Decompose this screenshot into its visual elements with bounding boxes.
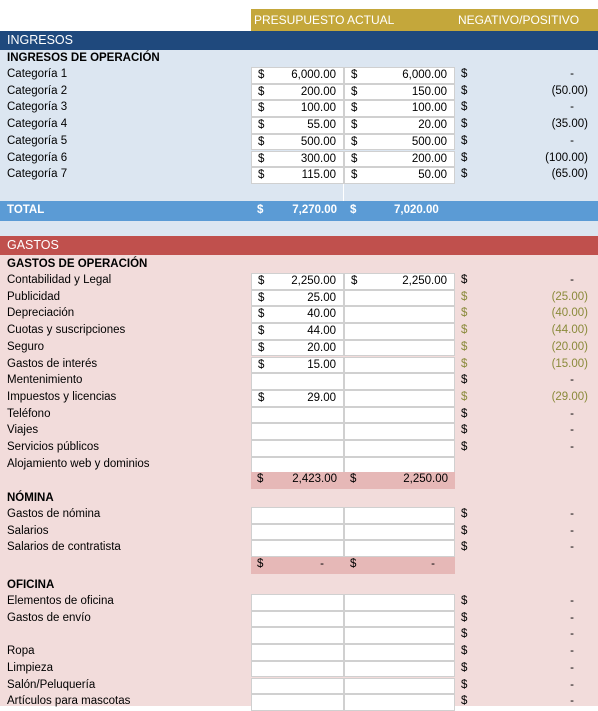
table-row: [0, 644, 598, 661]
total-row: [0, 201, 598, 221]
income-spacer-row: [0, 184, 598, 201]
actual-cell[interactable]: [344, 611, 455, 628]
office-group-title: OFICINA: [7, 579, 55, 591]
row-label: Salarios: [7, 524, 49, 537]
diff-cell[interactable]: [455, 167, 598, 184]
budget-cell[interactable]: [251, 524, 344, 541]
diff-cell[interactable]: [455, 594, 598, 611]
currency-symbol: $: [461, 407, 468, 420]
currency-symbol: $: [350, 204, 357, 216]
table-row: [0, 678, 598, 695]
currency-symbol: $: [461, 661, 468, 674]
operation-group-row: [0, 256, 598, 273]
diff-cell[interactable]: [455, 134, 598, 151]
currency-symbol: $: [350, 558, 357, 570]
table-row: [0, 67, 598, 84]
table-row: [0, 323, 598, 340]
subtotal-actual-value: 2,250.00: [403, 473, 448, 485]
actual-cell[interactable]: [344, 540, 455, 557]
diff-cell[interactable]: [455, 644, 598, 661]
budget-cell[interactable]: [251, 611, 344, 628]
actual-value: 100.00: [411, 102, 447, 115]
actual-cell[interactable]: [344, 151, 455, 168]
currency-symbol: $: [461, 118, 468, 131]
budget-cell[interactable]: [251, 644, 344, 661]
header-budget: PRESUPUESTO: [254, 13, 345, 27]
budget-value: 300.00: [300, 152, 336, 165]
currency-symbol: $: [461, 84, 468, 97]
currency-symbol: $: [258, 341, 265, 354]
actual-cell[interactable]: [344, 694, 455, 711]
row-label: Gastos de envío: [7, 611, 91, 624]
currency-symbol: $: [461, 524, 468, 537]
budget-cell[interactable]: [251, 507, 344, 524]
row-label: Salón/Peluquería: [7, 678, 96, 691]
payroll-subtotal-budget[interactable]: [251, 557, 344, 574]
diff-cell[interactable]: [455, 117, 598, 134]
actual-cell[interactable]: [344, 167, 455, 184]
row-label: Categoría 5: [7, 134, 68, 147]
row-label: Cuotas y suscripciones: [7, 324, 126, 337]
table-row: [0, 594, 598, 611]
currency-symbol: $: [461, 151, 468, 164]
diff-value: -: [570, 508, 574, 520]
diff-value: (29.00): [551, 390, 588, 403]
currency-symbol: $: [351, 169, 358, 182]
budget-value: 25.00: [307, 291, 336, 304]
diff-value: -: [570, 645, 574, 658]
budget-cell[interactable]: [251, 373, 344, 390]
currency-symbol: $: [351, 85, 358, 98]
operation-group-title: GASTOS DE OPERACIÓN: [7, 258, 148, 270]
diff-value: -: [570, 424, 574, 437]
budget-cell[interactable]: [251, 100, 344, 117]
diff-cell[interactable]: [455, 423, 598, 440]
currency-symbol: $: [461, 628, 468, 641]
budget-value: 55.00: [307, 119, 336, 132]
budget-value: 29.00: [307, 391, 336, 404]
row-label: Contabilidad y Legal: [7, 274, 112, 286]
currency-symbol: $: [258, 102, 265, 115]
currency-symbol: $: [461, 441, 468, 453]
actual-cell[interactable]: [344, 524, 455, 541]
budget-value: 100.00: [300, 102, 336, 115]
diff-value: -: [570, 441, 574, 453]
total-budget-cell[interactable]: [251, 201, 344, 221]
budget-value: 2,250.00: [291, 275, 336, 287]
budget-cell[interactable]: [251, 67, 344, 84]
actual-cell[interactable]: [344, 423, 455, 440]
actual-cell[interactable]: [344, 67, 455, 84]
income-section-header: [0, 31, 598, 50]
payroll-subtotal-actual[interactable]: [344, 557, 455, 574]
budget-cell[interactable]: [251, 423, 344, 440]
diff-value: (25.00): [551, 290, 588, 303]
diff-cell[interactable]: [455, 390, 598, 407]
table-row: [0, 611, 598, 628]
currency-symbol: $: [258, 85, 265, 98]
actual-cell[interactable]: [344, 678, 455, 695]
diff-cell[interactable]: [455, 373, 598, 390]
currency-symbol: $: [461, 645, 468, 658]
actual-cell[interactable]: [344, 390, 455, 407]
row-label: Teléfono: [7, 407, 51, 420]
diff-cell[interactable]: [455, 661, 598, 678]
diff-cell[interactable]: [455, 507, 598, 524]
budget-cell[interactable]: [251, 540, 344, 557]
diff-value: -: [570, 678, 574, 691]
row-label: Seguro: [7, 340, 45, 353]
currency-symbol: $: [461, 541, 468, 554]
operation-subtotal-actual[interactable]: [344, 472, 455, 489]
payroll-group-title: NÓMINA: [7, 492, 54, 504]
budget-cell[interactable]: [251, 290, 344, 307]
table-row: [0, 151, 598, 168]
budget-cell[interactable]: [251, 323, 344, 340]
currency-symbol: $: [351, 135, 358, 148]
budget-cell[interactable]: [251, 407, 344, 424]
diff-cell[interactable]: [455, 340, 598, 357]
currency-symbol: $: [461, 678, 468, 691]
actual-cell[interactable]: [344, 627, 455, 644]
table-row: [0, 540, 598, 557]
header-actual: ACTUAL: [347, 13, 395, 27]
currency-symbol: $: [461, 611, 468, 624]
diff-cell[interactable]: [455, 694, 598, 711]
table-row: [0, 407, 598, 424]
column-header-row: [0, 9, 598, 31]
actual-value: 150.00: [411, 85, 447, 98]
table-row: [0, 507, 598, 524]
row-label: Categoría 4: [7, 118, 68, 131]
operation-subtotal-budget[interactable]: [251, 472, 344, 489]
budget-value: 40.00: [307, 308, 336, 321]
table-row: [0, 117, 598, 134]
budget-cell[interactable]: [251, 151, 344, 168]
row-label: Limpieza: [7, 661, 54, 674]
income-group-title: INGRESOS DE OPERACIÓN: [7, 52, 160, 64]
table-row: [0, 457, 598, 474]
row-label: Gastos de interés: [7, 357, 98, 370]
table-row: [0, 167, 598, 184]
row-label: Categoría 6: [7, 151, 68, 164]
currency-symbol: $: [461, 374, 468, 387]
actual-cell[interactable]: [344, 323, 455, 340]
currency-symbol: $: [461, 68, 468, 80]
currency-symbol: $: [258, 291, 265, 304]
currency-symbol: $: [351, 102, 358, 115]
budget-cell[interactable]: [251, 273, 344, 290]
currency-symbol: $: [461, 340, 468, 353]
actual-cell[interactable]: [344, 84, 455, 101]
actual-cell[interactable]: [344, 306, 455, 323]
income-group-row: [0, 50, 598, 67]
diff-value: -: [570, 134, 574, 147]
budget-cell[interactable]: [251, 440, 344, 457]
budget-value: 15.00: [307, 358, 336, 371]
table-row: [0, 694, 598, 711]
diff-value: (44.00): [551, 324, 588, 337]
diff-value: (50.00): [551, 84, 588, 97]
diff-value: (65.00): [551, 168, 588, 181]
actual-cell[interactable]: [344, 100, 455, 117]
actual-value: 50.00: [418, 169, 447, 182]
budget-cell[interactable]: [251, 306, 344, 323]
row-label: Impuestos y licencias: [7, 390, 117, 403]
row-label: Categoría 2: [7, 84, 68, 97]
diff-value: -: [570, 695, 574, 708]
budget-cell[interactable]: [251, 117, 344, 134]
table-row: [0, 134, 598, 151]
actual-cell[interactable]: [344, 134, 455, 151]
row-label: Depreciación: [7, 307, 75, 320]
budget-value: 44.00: [307, 325, 336, 338]
currency-symbol: $: [461, 134, 468, 147]
expense-section-header: [0, 236, 598, 255]
diff-value: -: [570, 541, 574, 554]
payroll-group-row: [0, 490, 598, 507]
row-label: Categoría 7: [7, 168, 68, 181]
row-label: Servicios públicos: [7, 441, 100, 453]
budget-value: 500.00: [300, 135, 336, 148]
actual-value: 6,000.00: [402, 69, 447, 81]
diff-cell[interactable]: [455, 407, 598, 424]
currency-symbol: $: [351, 119, 358, 132]
actual-cell[interactable]: [344, 357, 455, 374]
currency-symbol: $: [461, 508, 468, 520]
diff-cell[interactable]: [455, 357, 598, 374]
diff-value: (35.00): [551, 118, 588, 131]
budget-cell[interactable]: [251, 627, 344, 644]
row-label: Elementos de oficina: [7, 595, 114, 607]
table-row: [0, 306, 598, 323]
budget-cell[interactable]: [251, 357, 344, 374]
currency-symbol: $: [258, 358, 265, 371]
budget-cell[interactable]: [251, 84, 344, 101]
budget-value: 20.00: [307, 341, 336, 354]
budget-cell[interactable]: [251, 694, 344, 711]
table-row: [0, 627, 598, 644]
diff-value: -: [570, 628, 574, 641]
currency-symbol: $: [461, 274, 468, 286]
diff-value: (100.00): [545, 151, 588, 164]
income-section-title: INGRESOS: [7, 33, 73, 47]
table-row: [0, 84, 598, 101]
currency-symbol: $: [258, 119, 265, 132]
currency-symbol: $: [257, 473, 264, 485]
diff-value: (20.00): [551, 340, 588, 353]
table-row: [0, 373, 598, 390]
total-actual-cell[interactable]: [344, 201, 455, 221]
budget-cell[interactable]: [251, 661, 344, 678]
actual-value: 20.00: [418, 119, 447, 132]
budget-cell[interactable]: [251, 340, 344, 357]
table-row: [0, 661, 598, 678]
budget-value: 200.00: [300, 85, 336, 98]
currency-symbol: $: [258, 152, 265, 165]
row-label: Viajes: [7, 424, 39, 437]
actual-cell[interactable]: [344, 407, 455, 424]
currency-symbol: $: [461, 290, 468, 303]
table-row: [0, 357, 598, 374]
diff-value: -: [570, 101, 574, 114]
currency-symbol: $: [351, 275, 358, 287]
total-actual-value: 7,020.00: [394, 204, 439, 216]
actual-value: 2,250.00: [402, 275, 447, 287]
diff-value: -: [570, 611, 574, 624]
diff-cell[interactable]: [455, 273, 598, 290]
payroll-subtotal-row: [0, 557, 598, 574]
subtotal-budget-value: 2,423.00: [292, 473, 337, 485]
diff-cell[interactable]: [455, 627, 598, 644]
total-label: TOTAL: [7, 204, 45, 216]
actual-cell[interactable]: [344, 661, 455, 678]
diff-value: -: [570, 661, 574, 674]
currency-symbol: $: [461, 168, 468, 181]
currency-symbol: $: [257, 204, 264, 216]
actual-cell[interactable]: [344, 440, 455, 457]
diff-cell[interactable]: [455, 151, 598, 168]
currency-symbol: $: [461, 595, 468, 607]
diff-value: -: [570, 274, 574, 286]
diff-cell[interactable]: [455, 100, 598, 117]
row-label: Publicidad: [7, 290, 61, 303]
row-label: Categoría 3: [7, 101, 68, 114]
row-label: Gastos de nómina: [7, 508, 101, 520]
currency-symbol: $: [350, 473, 357, 485]
table-row: [0, 524, 598, 541]
table-row: [0, 290, 598, 307]
actual-cell[interactable]: [344, 373, 455, 390]
currency-symbol: $: [461, 424, 468, 437]
currency-symbol: $: [257, 558, 264, 570]
table-row: [0, 423, 598, 440]
actual-cell[interactable]: [344, 644, 455, 661]
currency-symbol: $: [258, 69, 265, 81]
table-row: [0, 273, 598, 290]
operation-subtotal-row: [0, 472, 598, 489]
budget-cell[interactable]: [251, 167, 344, 184]
row-label: Ropa: [7, 645, 35, 658]
budget-cell[interactable]: [251, 457, 344, 474]
actual-cell[interactable]: [344, 290, 455, 307]
actual-value: 200.00: [411, 152, 447, 165]
total-budget-value: 7,270.00: [292, 204, 337, 216]
diff-value: -: [570, 524, 574, 537]
subtotal-actual-value: -: [431, 558, 435, 570]
budget-cell[interactable]: [251, 134, 344, 151]
actual-value: 500.00: [411, 135, 447, 148]
actual-cell[interactable]: [344, 594, 455, 611]
diff-value: -: [570, 374, 574, 387]
diff-cell[interactable]: [455, 290, 598, 307]
currency-symbol: $: [461, 357, 468, 370]
office-group-row: [0, 577, 598, 594]
currency-symbol: $: [258, 391, 265, 404]
expense-section-title: GASTOS: [7, 238, 59, 252]
header-diff: NEGATIVO/POSITIVO: [458, 13, 580, 27]
budget-cell[interactable]: [251, 678, 344, 695]
actual-cell[interactable]: [344, 340, 455, 357]
diff-value: -: [570, 68, 574, 80]
row-label: Alojamiento web y dominios: [7, 457, 150, 470]
row-label: Artículos para mascotas: [7, 695, 131, 708]
row-label: Mentenimiento: [7, 374, 83, 387]
actual-cell[interactable]: [344, 117, 455, 134]
row-label: Categoría 1: [7, 68, 68, 80]
diff-cell[interactable]: [455, 84, 598, 101]
currency-symbol: $: [258, 308, 265, 321]
diff-cell[interactable]: [455, 540, 598, 557]
currency-symbol: $: [351, 152, 358, 165]
diff-cell[interactable]: [455, 67, 598, 84]
currency-symbol: $: [461, 324, 468, 337]
budget-cell[interactable]: [251, 390, 344, 407]
budget-value: 6,000.00: [291, 69, 336, 81]
diff-cell[interactable]: [455, 678, 598, 695]
currency-symbol: $: [461, 101, 468, 114]
currency-symbol: $: [461, 390, 468, 403]
table-row: [0, 340, 598, 357]
diff-cell[interactable]: [455, 440, 598, 457]
actual-cell[interactable]: [344, 457, 455, 474]
currency-symbol: $: [258, 135, 265, 148]
diff-cell[interactable]: [455, 323, 598, 340]
currency-symbol: $: [258, 325, 265, 338]
diff-cell[interactable]: [455, 524, 598, 541]
budget-cell[interactable]: [251, 594, 344, 611]
diff-value: -: [570, 595, 574, 607]
currency-symbol: $: [258, 275, 265, 287]
subtotal-budget-value: -: [320, 558, 324, 570]
diff-value: -: [570, 407, 574, 420]
table-row: [0, 440, 598, 457]
diff-value: (40.00): [551, 307, 588, 320]
actual-cell[interactable]: [344, 273, 455, 290]
table-row: [0, 390, 598, 407]
budget-value: 115.00: [301, 169, 336, 182]
table-row: [0, 100, 598, 117]
diff-value: (15.00): [551, 357, 588, 370]
currency-symbol: $: [258, 169, 265, 182]
currency-symbol: $: [461, 695, 468, 708]
currency-symbol: $: [461, 307, 468, 320]
currency-symbol: $: [351, 69, 358, 81]
diff-cell[interactable]: [455, 306, 598, 323]
row-label: Salarios de contratista: [7, 541, 121, 554]
diff-cell[interactable]: [455, 611, 598, 628]
actual-cell[interactable]: [344, 507, 455, 524]
